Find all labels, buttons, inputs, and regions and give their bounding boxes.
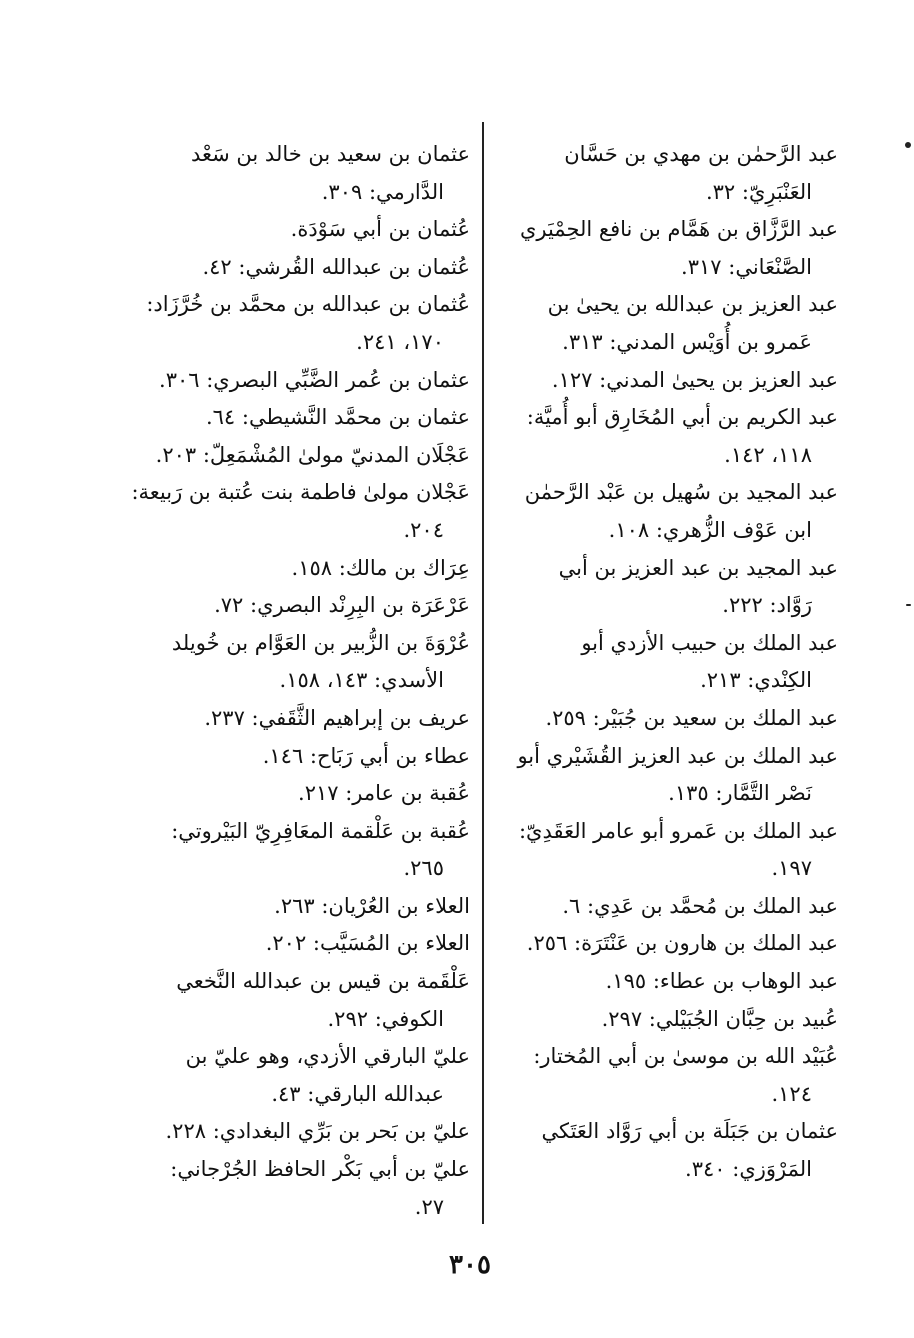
index-entry: [130, 813, 470, 888]
index-entry: [130, 1113, 470, 1151]
entry-text: عثمان بن جَبَلَة بن أبي رَوَّاد العَتَكي: [541, 1119, 838, 1144]
entry-text: عبد العزيز بن يحيىٰ المدني: ١٢٧.: [551, 367, 838, 392]
entry-continuation: ٢٦٥.: [403, 856, 444, 881]
index-entry: [130, 625, 470, 700]
entry-text: عَرْعَرَة بن البِرِنْد البصري: ٧٢.: [214, 593, 470, 618]
entry-text: عبد الرَّحمٰن بن مهدي بن حَسَّان: [564, 142, 838, 166]
index-entry: [490, 888, 838, 926]
entry-continuation: عَمرو بن أُوَيْس المدني: ٣١٣.: [562, 329, 812, 354]
index-entry: [130, 963, 470, 1038]
index-entry: [130, 925, 470, 963]
index-entry: [490, 963, 838, 1001]
entry-text: عليّ بن أبي بَكْر الحافظ الجُرْجاني:: [170, 1157, 470, 1182]
index-entry: [130, 286, 470, 361]
index-entry: [130, 437, 470, 475]
page-number: ٣٠٥: [449, 1250, 491, 1280]
entry-text: عَجْلَان المدنيّ مولىٰ المُشْمَعِلّ: ٢٠٣.: [155, 442, 470, 467]
index-entry: [130, 888, 470, 926]
entry-text: عُثمان بن عبدالله القُرشي: ٤٢.: [202, 254, 470, 279]
entry-text: عبد الملك بن مُحمَّد بن عَدِي: ٦.: [562, 893, 838, 918]
entry-text: عُثمان بن عبدالله بن محمَّد بن خُرَّزَاد:: [146, 292, 470, 317]
entry-text: عطاء بن أبي رَبَاح: ١٤٦.: [262, 743, 470, 768]
entry-text: عثمان بن محمَّد النَّشيطي: ٦٤.: [205, 405, 470, 430]
entry-text: عريف بن إبراهيم الثَّقَفي: ٢٣٧.: [204, 705, 470, 730]
entry-continuation: نَصْر التَّمَّار: ١٣٥.: [668, 781, 812, 806]
entry-continuation: ٢٠٤.: [403, 517, 444, 542]
index-entry: [490, 813, 838, 888]
entry-continuation: ١٢٤.: [771, 1081, 812, 1106]
entry-text: عبد الملك بن عبد العزيز القُشَيْري أبو: [517, 743, 838, 768]
entry-text: عبد الملك بن عَمرو أبو عامر العَقَدِيّ:: [518, 818, 838, 843]
entry-continuation: ٢٧.: [414, 1194, 444, 1219]
index-entry: [490, 550, 838, 625]
index-entry: [130, 362, 470, 400]
entry-continuation: ١٩٧.: [771, 856, 812, 881]
index-entry: [490, 1001, 838, 1039]
column-divider: [482, 122, 484, 1224]
entry-continuation: ١١٨، ١٤٢.: [724, 442, 812, 467]
entry-text: عبد المجيد بن سُهيل بن عَبْد الرَّحمٰن: [524, 480, 838, 505]
entry-text: عبد المجيد بن عبد العزيز بن أبي: [558, 555, 838, 580]
index-entry: [130, 775, 470, 813]
entry-text: عُبَيْد الله بن موسىٰ بن أبي المُختار:: [533, 1044, 838, 1069]
entry-text: عُبيد بن حِبَّان الجُبَيْلي: ٢٩٧.: [601, 1006, 838, 1031]
entry-text: العلاء بن العُرْيان: ٢٦٣.: [274, 893, 470, 918]
index-entry: [130, 550, 470, 588]
index-entry: [490, 211, 838, 286]
index-entry: [490, 362, 838, 400]
index-entry: [490, 286, 838, 361]
margin-mark: [906, 604, 911, 606]
margin-mark: [905, 142, 911, 148]
index-entry: [490, 474, 838, 549]
entry-continuation: الأسدي: ١٤٣، ١٥٨.: [279, 668, 444, 693]
index-entry: [130, 738, 470, 776]
entry-continuation: العَنْبَرِيّ: ٣٢.: [705, 179, 812, 204]
entry-text: عبد الوهاب بن عطاء: ١٩٥.: [605, 969, 838, 994]
index-entry: [130, 700, 470, 738]
index-entry: [490, 399, 838, 474]
entry-text: العلاء بن المُسَيَّب: ٢٠٢.: [265, 931, 470, 956]
left-column: [130, 136, 470, 1226]
entry-continuation: ابن عَوْف الزُّهري: ١٠٨.: [608, 517, 812, 542]
index-entry: [130, 1151, 470, 1226]
index-entry: [130, 211, 470, 249]
entry-text: عثمان بن سعيد بن خالد بن سَعْد: [190, 142, 470, 166]
entry-text: عبد الملك بن حبيب الأزدي أبو: [581, 630, 838, 655]
entry-text: عليّ بن بَحر بن بَرِّي البغدادي: ٢٢٨.: [165, 1119, 470, 1144]
entry-text: عبد العزيز بن عبدالله بن يحيىٰ بن: [547, 292, 838, 317]
entry-text: عُقبة بن عامر: ٢١٧.: [298, 781, 470, 806]
entry-continuation: ١٧٠، ٢٤١.: [356, 329, 444, 354]
index-entry: [130, 587, 470, 625]
index-entry: [490, 1038, 838, 1113]
index-entry: [490, 1113, 838, 1188]
entry-continuation: عبدالله البارقي: ٤٣.: [271, 1081, 444, 1106]
entry-text: عُقبة بن عَلْقمة المعَافِرِيّ البَيْروتي:: [171, 818, 470, 843]
entry-text: عَجْلان مولىٰ فاطمة بنت عُتبة بن رَبيعة:: [131, 480, 470, 505]
entry-continuation: رَوَّاد: ٢٢٢.: [722, 593, 812, 618]
entry-text: عِرَاك بن مالك: ١٥٨.: [291, 555, 470, 580]
entry-text: عليّ البارقي الأزدي، وهو عليّ بن: [185, 1044, 470, 1069]
index-entry: [490, 136, 838, 211]
index-entry: [130, 399, 470, 437]
entry-text: عبد الكريم بن أبي المُخَارِق أبو أُميَّة:: [526, 405, 838, 430]
index-entry: [130, 249, 470, 287]
entry-text: عبد الرَّزَّاق بن هَمَّام بن نافع الحِمْيَري: [519, 217, 838, 242]
index-entry: [490, 700, 838, 738]
index-entry: [490, 738, 838, 813]
right-column: [490, 136, 838, 1226]
index-entry: [130, 1038, 470, 1113]
entry-text: عبد الملك بن هارون بن عَنْتَرَة: ٢٥٦.: [526, 931, 838, 956]
entry-text: عُرْوَةَ بن الزُّبير بن العَوَّام بن خُويلد: [171, 630, 470, 655]
index-entry: [130, 136, 470, 211]
entry-text: عثمان بن عُمر الضَّبِّي البصري: ٣٠٦.: [159, 367, 470, 392]
entry-continuation: الصَّنْعَاني: ٣١٧.: [681, 254, 812, 279]
entry-continuation: المَرْوَزي: ٣٤٠.: [685, 1157, 812, 1182]
entry-text: عُثمان بن أبي سَوْدَة.: [290, 217, 470, 242]
entry-text: عبد الملك بن سعيد بن جُبَيْر: ٢٥٩.: [545, 705, 838, 730]
index-entry: [130, 474, 470, 549]
entry-text: عَلْقَمة بن قيس بن عبدالله النَّخعي: [176, 969, 470, 994]
entry-continuation: الدَّارمي: ٣٠٩.: [321, 179, 444, 204]
entry-continuation: الكوفي: ٢٩٢.: [327, 1006, 444, 1031]
index-entry: [490, 925, 838, 963]
index-entry: [490, 625, 838, 700]
entry-continuation: الكِنْدي: ٢١٣.: [700, 668, 812, 693]
